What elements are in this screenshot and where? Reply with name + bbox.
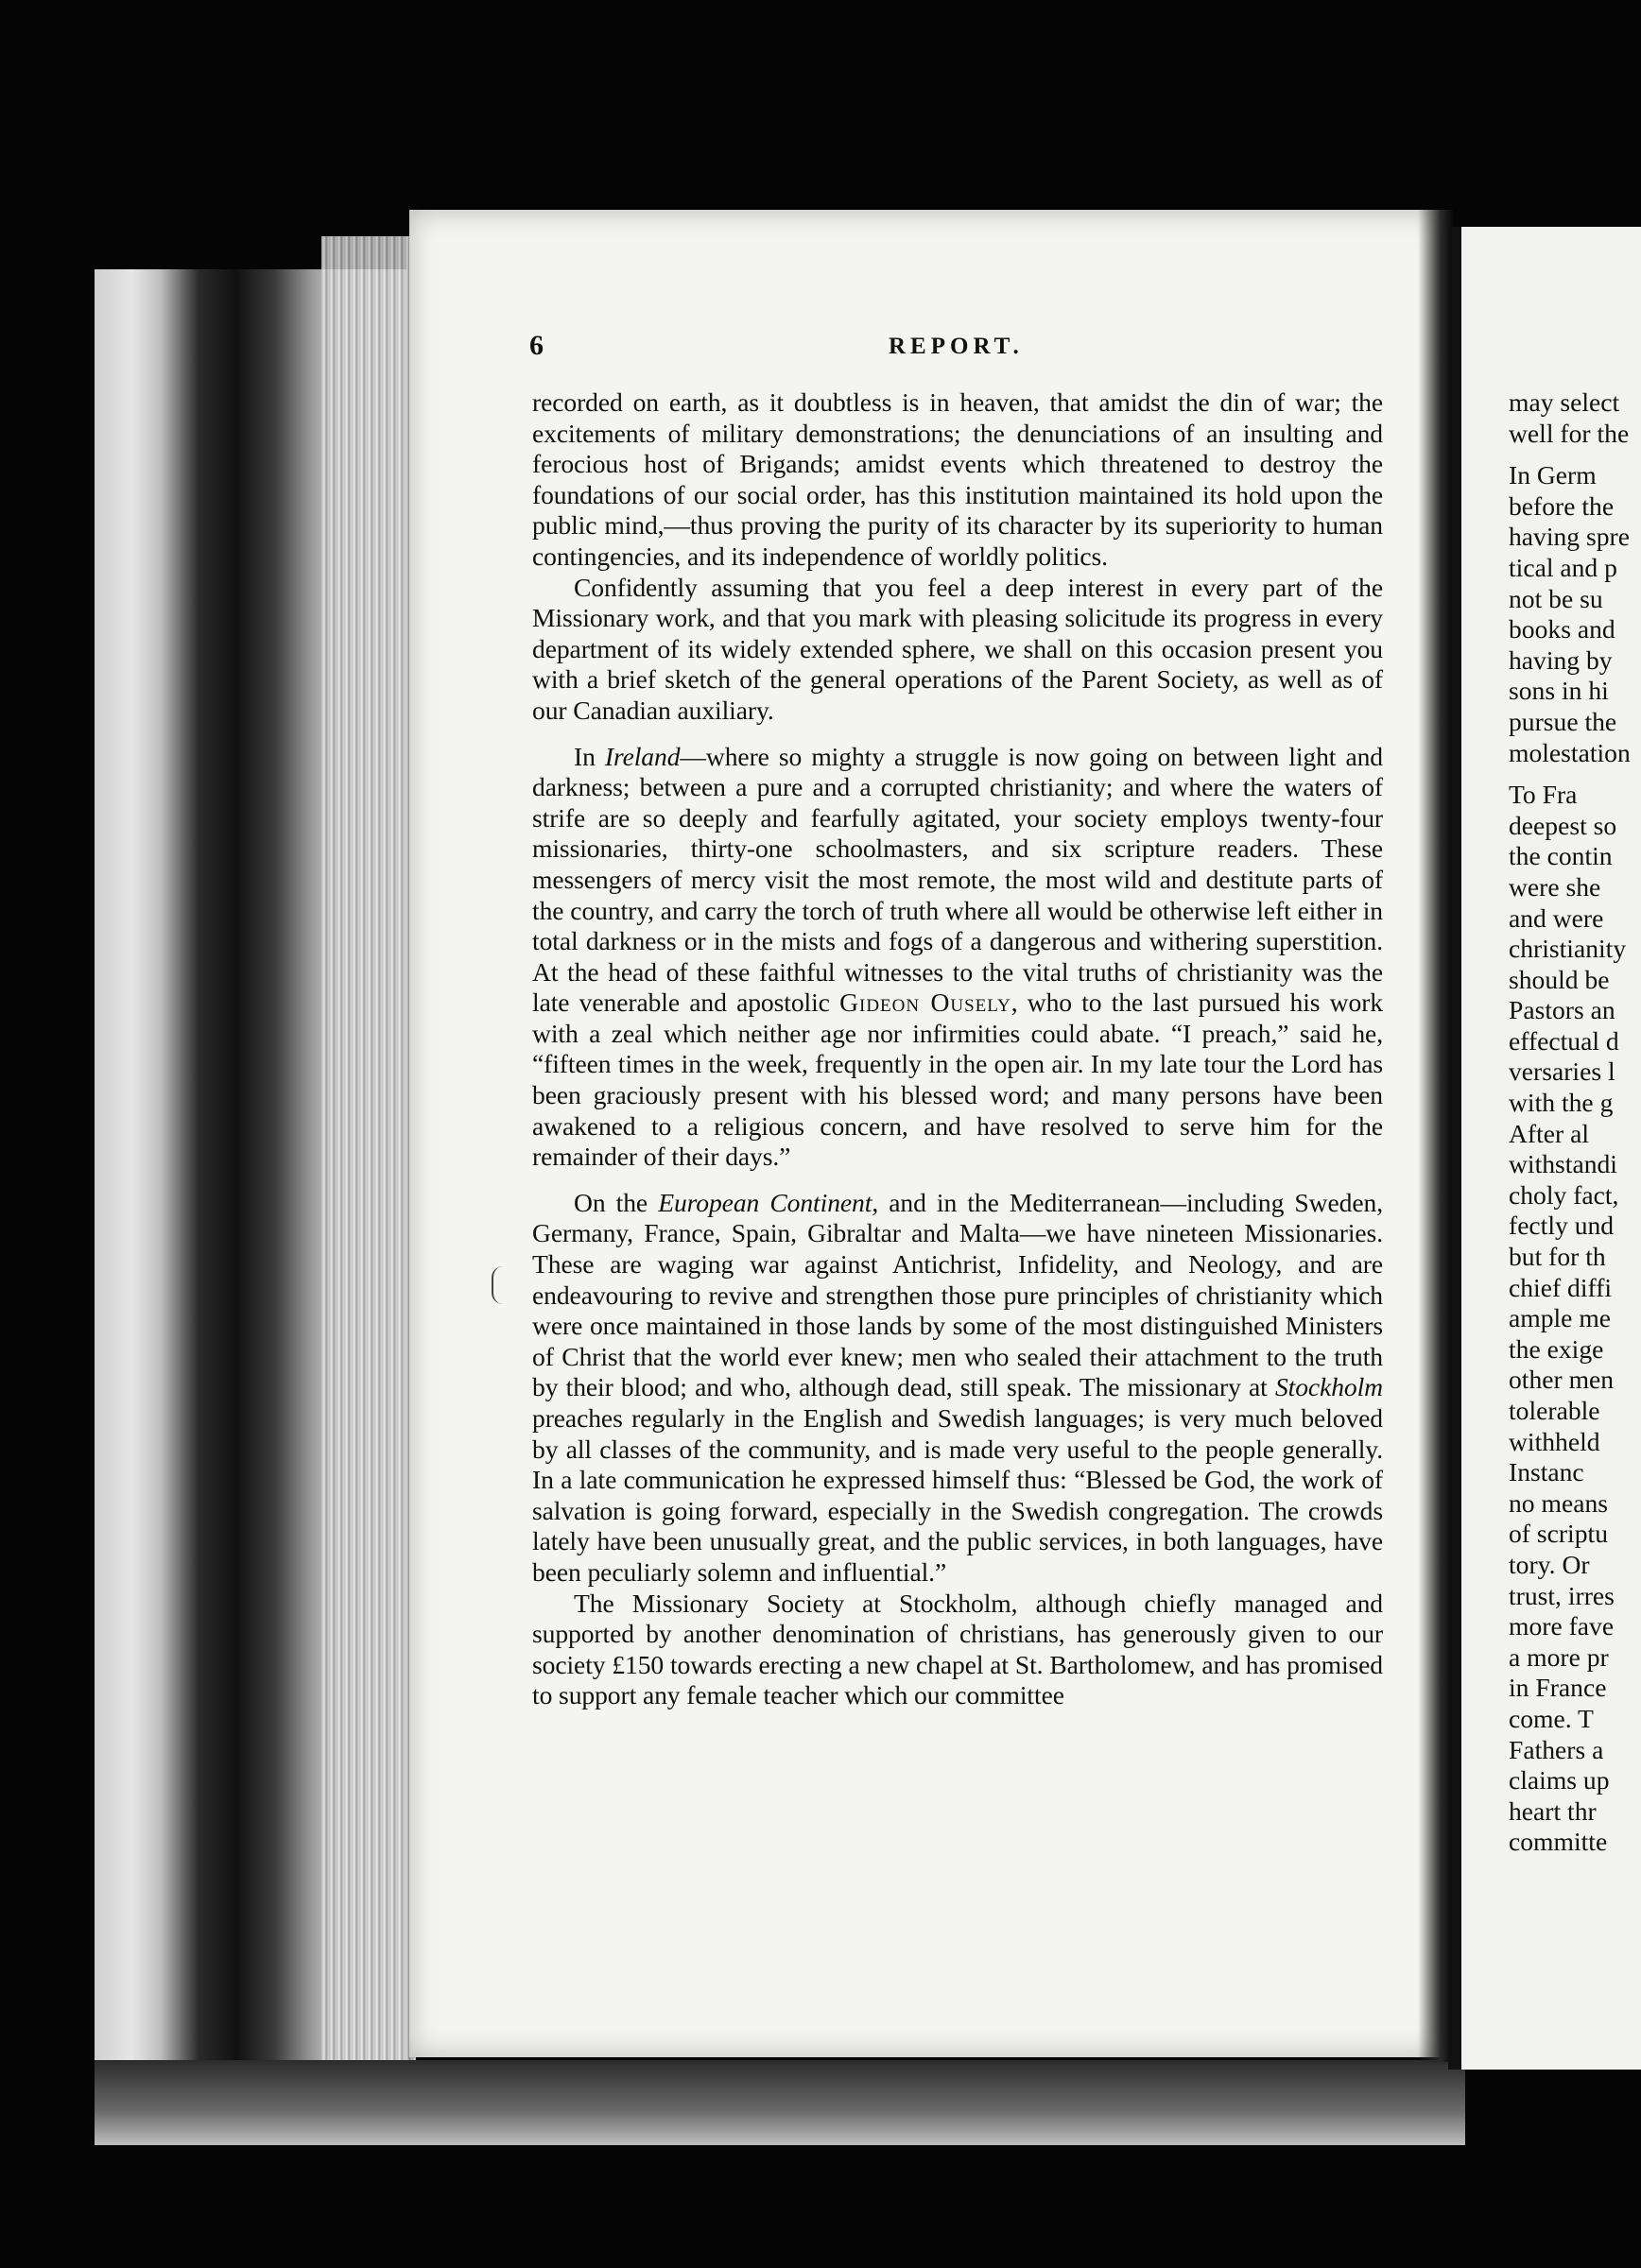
right-page-line: After al (1509, 1118, 1590, 1148)
pencil-mark (492, 1266, 512, 1304)
right-page-line: come. T (1509, 1703, 1594, 1733)
right-page-line: and were (1509, 902, 1604, 933)
right-page-line: other men (1509, 1365, 1615, 1395)
right-page-line: sons in hi (1509, 676, 1609, 706)
right-page-line: heart thr (1509, 1796, 1597, 1826)
right-page-line: Pastors an (1509, 995, 1615, 1025)
right-page-line (1509, 449, 1641, 460)
text-run: In (574, 741, 605, 771)
text-run: On the (574, 1187, 659, 1217)
right-page-line: committe (1509, 1827, 1608, 1857)
right-page-line: more fave (1509, 1611, 1615, 1641)
right-page-line (1509, 768, 1641, 780)
right-page-line: tory. Or (1509, 1549, 1590, 1579)
right-page-line: Instanc (1509, 1457, 1584, 1487)
right-page-line: should be (1509, 964, 1610, 994)
right-page-line: well for the (1509, 418, 1630, 448)
right-page-line: no means (1509, 1487, 1608, 1518)
right-page-line: having spre (1509, 522, 1630, 552)
paragraph: recorded on earth, as it doubtless is in heaven, that amidst the din of war; the excitements of military demonstrations; the denunciations of an insulting and ferocious host of Brigands; amidst events which threatened to destroy the foundations of our social order, has this institution maintained its hold upon the public mind,—thus proving the purity of its character by its superiority to human contingencies, and its independence of worldly politics. (532, 387, 1383, 571)
right-page-line: were she (1509, 871, 1601, 902)
text-run: —where so mighty a struggle is now going on between light and darkness; between a pure and a corrupted christianity; and where the waters of strife are so deeply and fearfully agitated, your society employs twenty-four missionaries, thirty-one schoolmasters, and six scripture readers. These messengers of mercy visit the most remote, the most wild and destitute parts of the country, and carry the torch of truth where all would be otherwise left either in total darkness or in the mists and fogs of a dangerous and withering superstition. At the head of these faithful witnesses to the vital truths of christianity was the late venerable and apostolic (532, 741, 1384, 1018)
paragraph-ireland (532, 742, 1383, 1173)
right-page-line: choly fact, (1509, 1179, 1619, 1210)
italic-heading: Ireland (604, 741, 681, 771)
right-page-line: molestation (1509, 737, 1631, 767)
italic-place: Stockholm (1274, 1372, 1383, 1402)
running-head: REPORT. (889, 334, 1024, 359)
page-edges (321, 236, 416, 2088)
right-page-line: trust, irres (1509, 1580, 1615, 1610)
right-page-line: with the g (1509, 1088, 1614, 1118)
right-page-line: chief diffi (1509, 1272, 1613, 1302)
right-page-text (1509, 387, 1641, 1858)
right-page-line: having by (1509, 644, 1613, 675)
italic-heading: European Continent (658, 1187, 872, 1217)
person-name: Gideon Ousely (839, 988, 1011, 1018)
right-page-line: effectual d (1509, 1025, 1619, 1056)
right-page-line: in France (1509, 1673, 1607, 1703)
right-page-line: tolerable (1509, 1396, 1600, 1425)
right-page-line: In Germ (1509, 460, 1597, 490)
right-page-line: the exige (1509, 1333, 1604, 1364)
left-page-text (532, 387, 1383, 1711)
right-page-line: before the (1509, 490, 1615, 521)
right-page-line: fectly und (1509, 1211, 1615, 1241)
right-page-line: pursue the (1509, 706, 1617, 736)
book-cover-bottom (95, 2060, 1465, 2145)
right-page-line: claims up (1509, 1765, 1610, 1796)
paragraph: The Missionary Society at Stockholm, although chiefly managed and supported by another denomination of christians, has generously given to our society £150 towards erecting a new chapel at St. Bartholomew, and has promised to support any female teacher which our committee (532, 1588, 1383, 1710)
right-page-line: tical and p (1509, 552, 1617, 582)
right-page-line: christianity (1509, 934, 1627, 964)
right-page-line: withheld (1509, 1426, 1600, 1456)
text-run: preaches regularly in the English and Swedish languages; is very much beloved by all classes of the community, and is made very useful to the people generally. In a late communication he expressed himself thus: “Blessed be God, the work of salvation is going forward, especially in the Swedish congregation. The crowds lately have been unusually great, and the public services, in both languages, have been peculiarly solemn and influential.” (532, 1403, 1383, 1587)
right-page-line: withstandi (1509, 1149, 1617, 1179)
right-page-line: ample me (1509, 1303, 1612, 1333)
paragraph-continent (532, 1188, 1383, 1589)
right-page-line: versaries l (1509, 1057, 1615, 1087)
right-page-line: but for th (1509, 1242, 1606, 1272)
text-run: , who to the last pursued his work with a zeal which neither age nor infirmities could abate. “I preach,” said he, “fifteen times in the week, frequently in the open air. In my late tour the Lord has been graciously present with his blessed word; and many persons have been awakened to a religious concern, and have resolved to serve him for the remainder of their days.” (532, 988, 1383, 1172)
right-page-line: of scriptu (1509, 1519, 1608, 1549)
paragraph: Confidently assuming that you feel a deep interest in every part of the Missionary work, and that you mark with pleasing solicitude its progress in every department of its widely extended sphere, we shall on this occasion present you with a brief sketch of the general operations of the Parent Society, as well as of our Canadian auxiliary. (532, 572, 1383, 725)
right-page-line: Fathers a (1509, 1734, 1604, 1764)
right-page-line: a more pr (1509, 1641, 1609, 1672)
page-header (529, 330, 1380, 368)
right-page-line: deepest so (1509, 810, 1617, 840)
right-page-line: To Fra (1509, 780, 1578, 810)
page-number: 6 (529, 330, 544, 361)
right-page-line: not be su (1509, 583, 1603, 613)
right-page-line: may select (1509, 387, 1620, 417)
right-page-line: books and (1509, 614, 1615, 644)
text-run: , and in the Mediterranean—including Sweden, Germany, France, Spain, Gibraltar and Malta—we have nineteen Missionaries. These are waging war against Antichrist, Infidelity, and Neology, and are endeavouring to revive and strengthen those pure principles of christianity which were once maintained in those lands by some of the most distinguished Ministers of Christ that the world ever knew; men who sealed their attachment to the truth by their blood; and who, although dead, still speak. The missionary at (532, 1187, 1383, 1402)
right-page-line: the contin (1509, 841, 1613, 871)
